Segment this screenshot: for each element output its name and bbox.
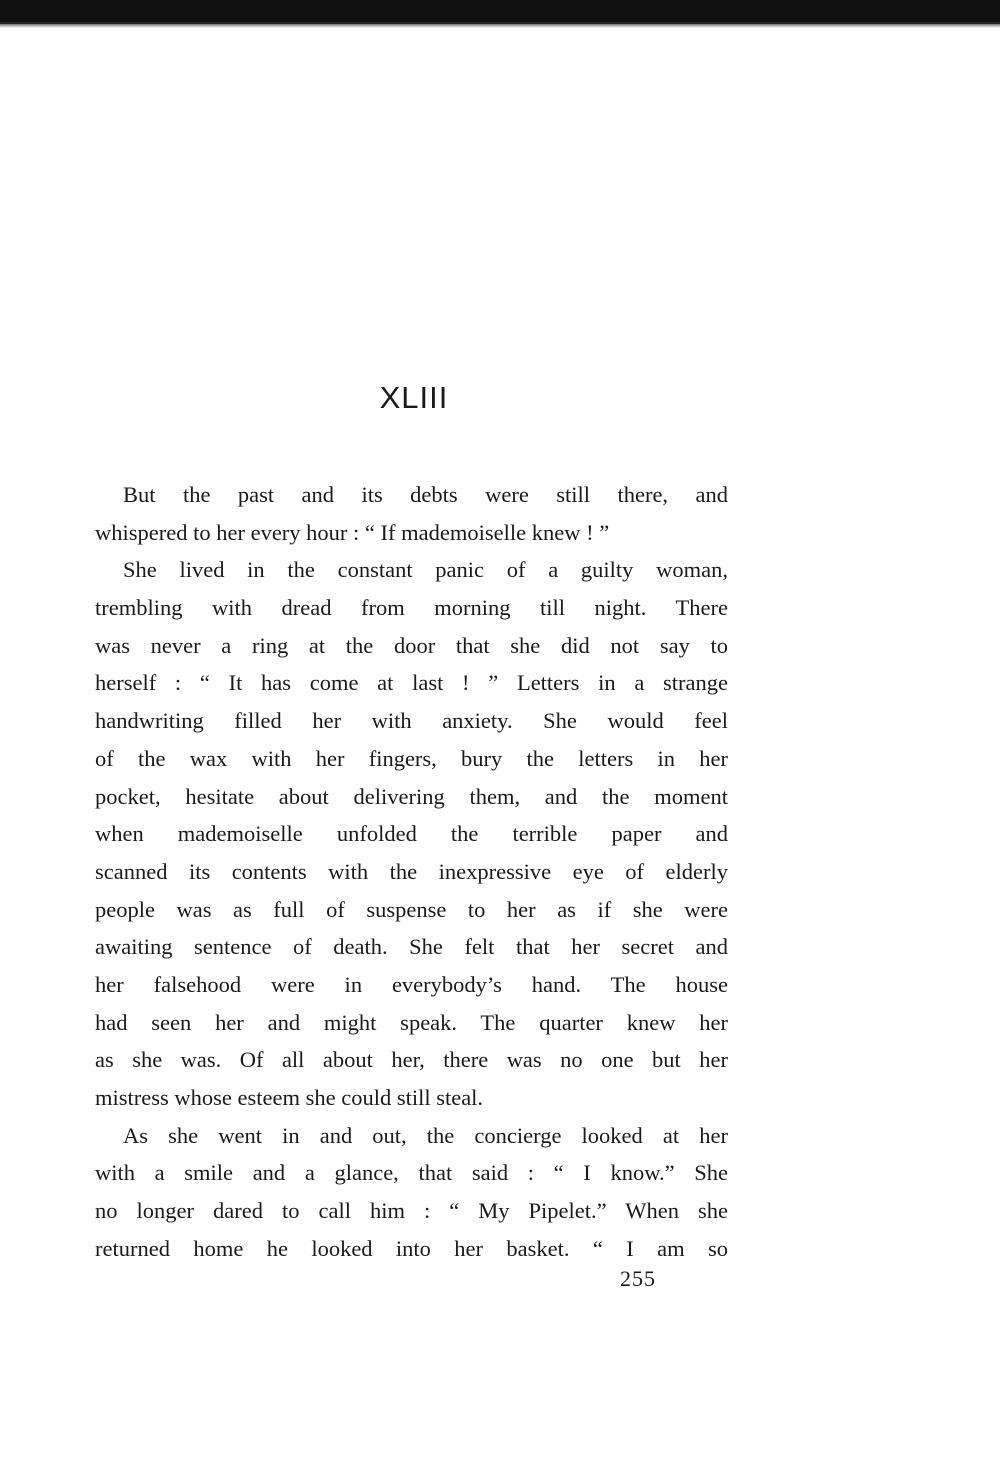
text-line: as she was. Of all about her, there was no one but her [95,1047,728,1073]
text-line: no longer dared to call him : “ My Pipelet.” When she [95,1198,728,1224]
page-number: 255 [620,1266,656,1291]
text-line: But the past and its debts were still there, and [123,482,728,507]
text-line: pocket, hesitate about delivering them, and the moment [95,783,728,809]
text-line: mistress whose esteem she could still steal. [95,1085,484,1110]
text-line: whispered to her every hour : “ If mademoiselle knew ! ” [95,519,610,545]
text-line: when mademoiselle unfolded the terrible paper and [95,821,728,847]
text-line: herself : “ It has come at last ! ” Letters in a strange [95,670,728,696]
text-line: scanned its contents with the inexpressive eye of elderly [95,858,728,884]
text-line: had seen her and might speak. The quarter knew her [95,1009,728,1035]
text-line: handwriting filled her with anxiety. She would feel [95,708,728,734]
text-line: trembling with dread from morning till night. There [95,595,728,621]
text-line: awaiting sentence of death. She felt that her secret and [95,934,728,960]
text-line: people was as full of suspense to her as if she were [95,896,728,922]
paragraph-1 [95,476,728,551]
text-line: She lived in the constant panic of a guilty woman, [123,557,728,583]
scan-edge [0,0,1000,24]
text-line: As she went in and out, the concierge looked at her [123,1122,728,1148]
text-line: with a smile and a glance, that said : “ I know.” She [95,1160,728,1186]
paragraph-2 [95,551,728,1116]
text-line: her falsehood were in everybody’s hand. The house [95,971,728,997]
body-text [95,476,728,1267]
scan-edge-shadow [0,22,1000,28]
text-line: was never a ring at the door that she did not say to [95,632,728,658]
text-line: of the wax with her fingers, bury the letters in her [95,745,728,771]
text-line: returned home he looked into her basket. “ I am so [95,1235,728,1261]
chapter-heading: XLIII [379,380,449,415]
paragraph-3 [95,1117,728,1268]
